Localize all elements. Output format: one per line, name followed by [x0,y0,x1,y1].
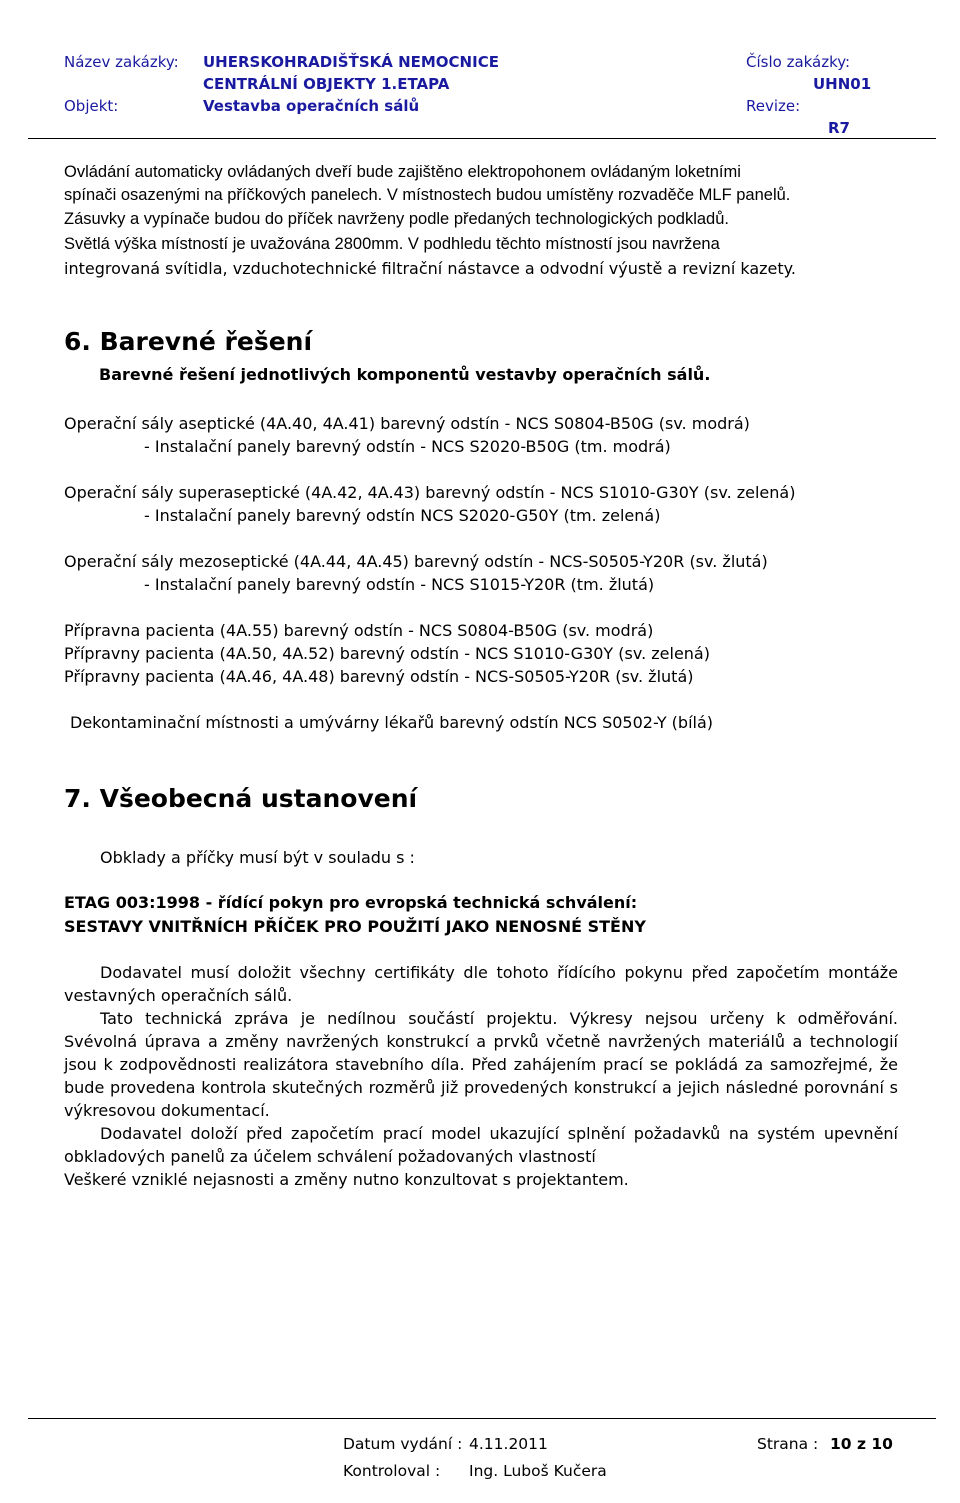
checked-by-value: Ing. Luboš Kučera [469,1462,607,1480]
section-7-heading: 7. Všeobecná ustanovení [64,784,418,813]
intro-line: Ovládání automaticky ovládaných dveří bude zajištěno elektropohonem ovládaným loketními [64,163,741,181]
color-group-main: Operační sály mezoseptické (4A.44, 4A.45) barevný odstín - NCS-S0505-Y20R (sv. žlutá) [64,552,768,571]
decontamination-line: Dekontaminační místnosti a umývárny lékařů barevný odstín NCS S0502-Y (bílá) [70,713,714,732]
order-name-line1: UHERSKOHRADIŠŤSKÁ NEMOCNICE [203,53,499,71]
issue-date-value: 4.11.2011 [469,1435,548,1453]
revision-value: R7 [828,119,850,137]
revision-label: Revize: [746,97,801,115]
page-label: Strana : [757,1435,819,1453]
etag-title-line1: ETAG 003:1998 - řídící pokyn pro evropská technická schválení: [64,893,638,912]
issue-date-label: Datum vydání : [343,1435,463,1453]
order-name-label: Název zakázky: [64,53,179,71]
color-group-sub: - Instalační panely barevný odstín NCS S2020-G50Y (tm. zelená) [144,506,661,525]
provision-paragraph: Tato technická zpráva je nedílnou součástí projektu. Výkresy nejsou určeny k odměřování. Svévolná úprava a změny navržených konstrukcí a prvků včetně navržených materiálů a technologií jsou k zodpovědnosti realizátora stavebního díla. Před zahájením prací se pokládá za samozřejmé, že bude provedena kontrola skutečných rozměrů již provedených konstrukcí a jejich následné porovnání s výkresovou dokumentací. [64,1009,898,1120]
header-divider [28,138,936,139]
section-7-intro: Obklady a příčky musí být v souladu s : [100,848,415,867]
intro-line: Světlá výška místností je uvažována 2800mm. V podhledu těchto místností jsou navržena [64,235,720,253]
provision-paragraph: Veškeré vzniklé nejasnosti a změny nutno konzultovat s projektantem. [64,1170,629,1189]
provision-paragraph: Dodavatel doloží před započetím prací model ukazující splnění požadavků na systém upevnění obkladových panelů za účelem schválení požadovaných vlastností [64,1124,898,1166]
order-number-label: Číslo zakázky: [746,53,851,71]
color-group-main: Operační sály aseptické (4A.40, 4A.41) barevný odstín - NCS S0804-B50G (sv. modrá) [64,414,750,433]
object-value: Vestavba operačních sálů [203,97,420,115]
section-6-heading: 6. Barevné řešení [64,327,313,356]
prep-room-line: Přípravna pacienta (4A.55) barevný odstín - NCS S0804-B50G (sv. modrá) [64,621,654,640]
color-group-main: Operační sály superaseptické (4A.42, 4A.43) barevný odstín - NCS S1010-G30Y (sv. zelená) [64,483,796,502]
color-group-sub: - Instalační panely barevný odstín - NCS S2020-B50G (tm. modrá) [144,437,671,456]
section-6-subheading: Barevné řešení jednotlivých komponentů vestavby operačních sálů. [99,365,711,384]
prep-room-line: Přípravny pacienta (4A.50, 4A.52) barevný odstín - NCS S1010-G30Y (sv. zelená) [64,644,710,663]
page-number: 10 z 10 [830,1435,893,1453]
intro-line: spínači osazenými na příčkových panelech. V místnostech budou umístěny rozvaděče MLF panelů. [64,186,791,204]
intro-line: integrovaná svítidla, vzduchotechnické filtrační nástavce a odvodní výustě a revizní kazety. [64,259,796,278]
footer-divider [28,1418,936,1419]
order-number-value: UHN01 [813,75,872,93]
intro-line: Zásuvky a vypínače budou do příček navrženy podle předaných technologických podkladů. [64,210,729,228]
etag-title-line2: SESTAVY VNITŘNÍCH PŘÍČEK PRO POUŽITÍ JAKO NENOSNÉ STĚNY [64,917,646,936]
color-group-sub: - Instalační panely barevný odstín - NCS S1015-Y20R (tm. žlutá) [144,575,655,594]
provision-paragraph: Dodavatel musí doložit všechny certifikáty dle tohoto řídícího pokynu před započetím montáže vestavných operačních sálů. [64,963,898,1005]
prep-room-line: Přípravny pacienta (4A.46, 4A.48) barevný odstín - NCS-S0505-Y20R (sv. žlutá) [64,667,694,686]
object-label: Objekt: [64,97,119,115]
checked-by-label: Kontroloval : [343,1462,441,1480]
general-provisions-text [64,961,898,1191]
order-name-line2: CENTRÁLNÍ OBJEKTY 1.ETAPA [203,75,450,93]
